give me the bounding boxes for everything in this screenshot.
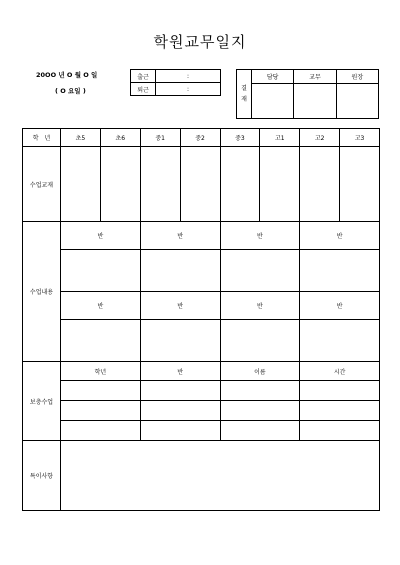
makeup-col-header: 반 xyxy=(140,362,220,381)
content-label: 수업내용 xyxy=(23,222,61,362)
class-label: 반 xyxy=(140,292,220,320)
subject-cell xyxy=(140,147,180,222)
clock-out-value: : xyxy=(156,83,221,96)
class-label: 반 xyxy=(140,222,220,250)
clock-in-label: 출근 xyxy=(131,70,156,83)
makeup-cell xyxy=(220,421,300,441)
class-label: 반 xyxy=(300,222,380,250)
makeup-cell xyxy=(300,401,380,421)
content-cell xyxy=(300,320,380,362)
approval-table xyxy=(236,69,379,119)
date-line: 20OO 년 O 월 O 일 xyxy=(36,71,98,79)
grade-cell: 고2 xyxy=(300,129,340,147)
class-label: 반 xyxy=(61,222,141,250)
makeup-cell xyxy=(61,421,141,441)
makeup-cell xyxy=(61,401,141,421)
approver-role: 담당 xyxy=(252,70,294,84)
makeup-label: 보충수업 xyxy=(23,362,61,441)
signature-box xyxy=(294,84,336,119)
makeup-cell xyxy=(61,381,141,401)
subject-cell xyxy=(100,147,140,222)
notes-label: 특이사항 xyxy=(23,441,61,511)
grade-cell: 초6 xyxy=(100,129,140,147)
content-cell xyxy=(220,250,300,292)
makeup-cell xyxy=(140,421,220,441)
grade-cell: 중1 xyxy=(140,129,180,147)
makeup-col-header: 시간 xyxy=(300,362,380,381)
class-label: 반 xyxy=(61,292,141,320)
signature-box xyxy=(336,84,378,119)
grade-cell: 중2 xyxy=(180,129,220,147)
makeup-col-header: 학년 xyxy=(61,362,141,381)
subject-cell xyxy=(61,147,101,222)
grade-cell: 중3 xyxy=(220,129,260,147)
grade-cell: 고3 xyxy=(340,129,380,147)
class-label: 반 xyxy=(220,222,300,250)
clock-in-value: : xyxy=(156,70,221,83)
clock-out-label: 퇴근 xyxy=(131,83,156,96)
journal-table xyxy=(22,128,380,511)
content-cell xyxy=(300,250,380,292)
grade-cell: 초5 xyxy=(61,129,101,147)
subject-cell xyxy=(340,147,380,222)
makeup-cell xyxy=(220,401,300,421)
subject-cell xyxy=(180,147,220,222)
makeup-cell xyxy=(220,381,300,401)
class-label: 반 xyxy=(300,292,380,320)
content-cell xyxy=(61,320,141,362)
makeup-cell xyxy=(300,381,380,401)
signature-box xyxy=(252,84,294,119)
weekday-line: ( O 요일 ) xyxy=(55,87,86,95)
makeup-cell xyxy=(140,401,220,421)
subject-cell xyxy=(220,147,260,222)
notes-cell xyxy=(61,441,380,511)
content-cell xyxy=(140,320,220,362)
grade-label: 학 년 xyxy=(23,129,61,147)
subject-cell xyxy=(260,147,300,222)
makeup-cell xyxy=(300,421,380,441)
class-label: 반 xyxy=(220,292,300,320)
content-cell xyxy=(61,250,141,292)
makeup-cell xyxy=(140,381,220,401)
subject-cell xyxy=(300,147,340,222)
subjects-label: 수업교재 xyxy=(23,147,61,222)
approval-label: 결재 xyxy=(237,70,252,119)
attendance-table xyxy=(130,69,221,96)
content-cell xyxy=(140,250,220,292)
page-title: 학원교무일지 xyxy=(153,33,247,51)
grade-cell: 고1 xyxy=(260,129,300,147)
approver-role: 교무 xyxy=(294,70,336,84)
makeup-col-header: 이름 xyxy=(220,362,300,381)
approver-role: 원장 xyxy=(336,70,378,84)
content-cell xyxy=(220,320,300,362)
